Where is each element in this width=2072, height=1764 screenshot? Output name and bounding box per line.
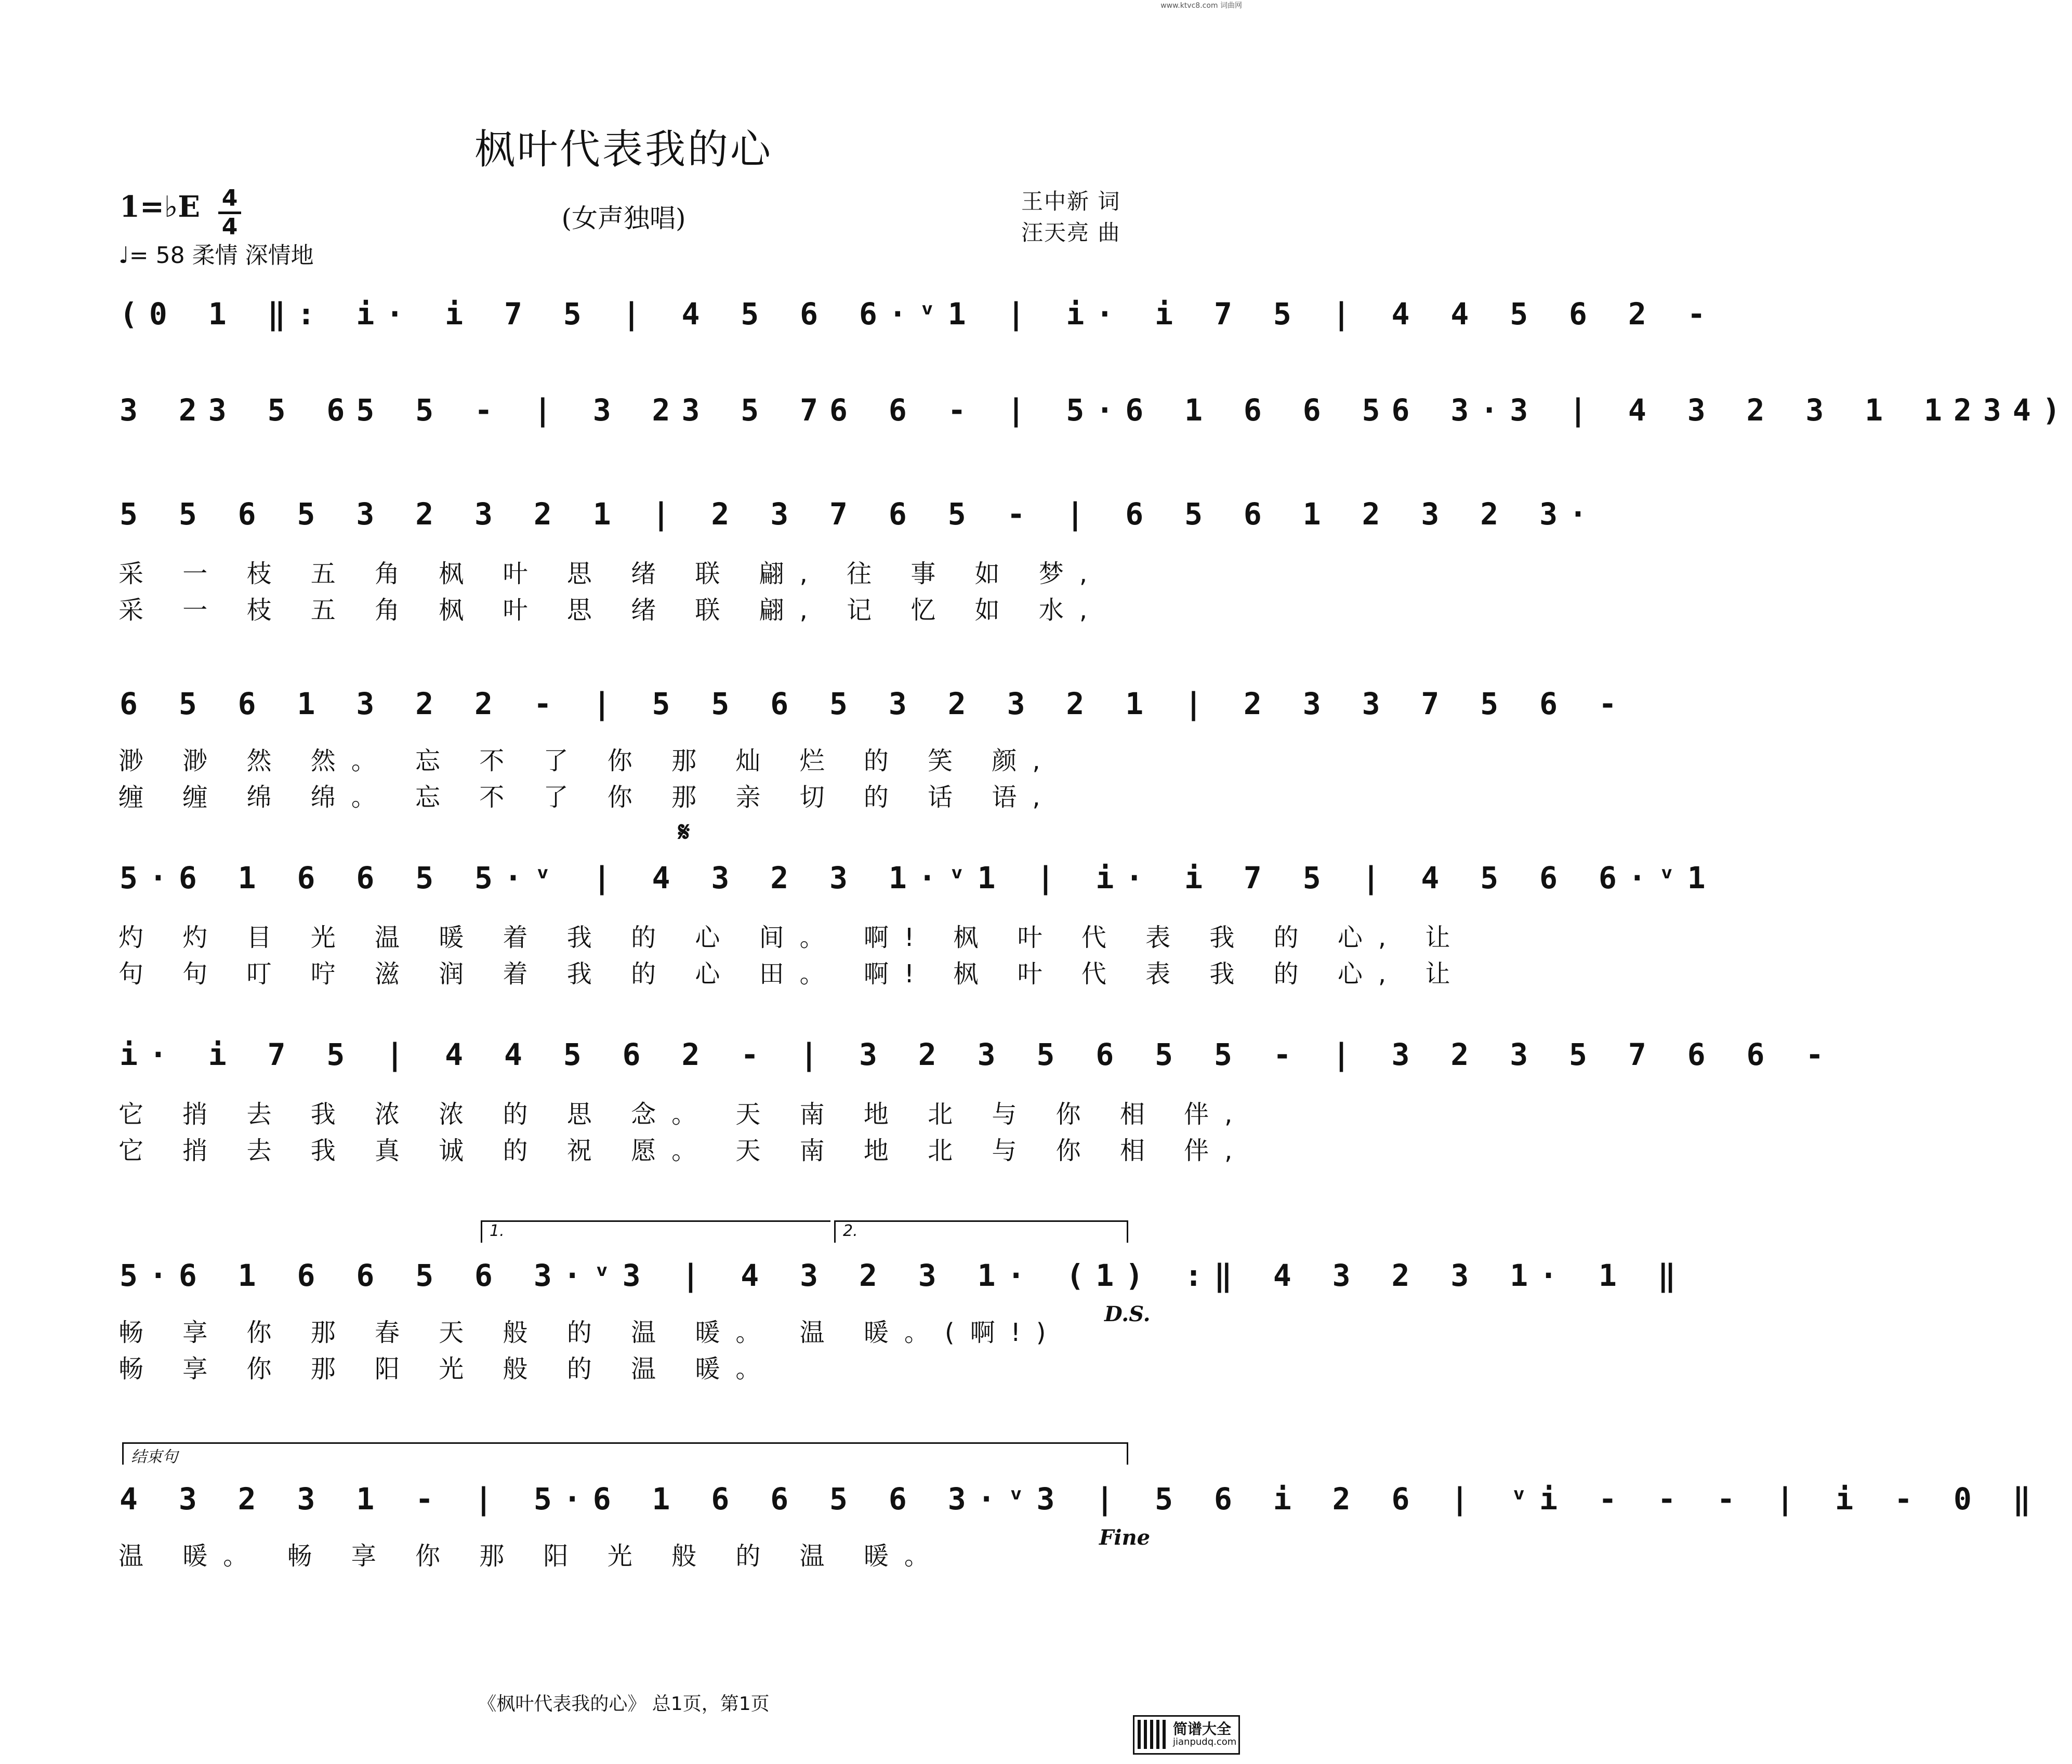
volta-1: [481, 1220, 830, 1243]
tempo-marking: ♩= 58 柔情 深情地: [118, 242, 314, 269]
lyric-line-8: 温 暖。 畅 享 你 那 阳 光 般 的 温 暖。: [118, 1542, 945, 1571]
page-footer: 《枫叶代表我的心》 总1页，第1页: [478, 1693, 770, 1715]
lyric-line-3a: 采 一 枝 五 角 枫 叶 思 绪 联 翩, 往 事 如 梦,: [118, 559, 1103, 588]
song-title: 枫叶代表我的心: [474, 126, 773, 173]
composer-credit: 汪天亮 曲: [1021, 220, 1121, 245]
coda-bracket: [122, 1442, 1128, 1465]
lyric-line-3b: 采 一 枝 五 角 枫 叶 思 绪 联 翩, 记 忆 如 水,: [118, 596, 1103, 625]
lyric-line-6b: 它 捎 去 我 真 诚 的 祝 愿。 天 南 地 北 与 你 相 伴,: [118, 1136, 1248, 1165]
coda-label: 结束句: [131, 1448, 178, 1466]
music-line-5: 5·6 1 6 6 5 5·ᵛ | 4 3 2 3 1·ᵛ1 | i· i 7 5 | 4 5 6 6·ᵛ1: [120, 860, 1717, 896]
volta-2-label: 2.: [843, 1222, 858, 1240]
lyric-line-7b: 畅 享 你 那 阳 光 般 的 温 暖。: [118, 1354, 776, 1384]
segno-icon: 𝄋: [678, 816, 690, 848]
key-signature: 1=♭E: [120, 190, 200, 224]
lyricist-credit: 王中新 词: [1021, 189, 1121, 214]
volta-2: [834, 1220, 1128, 1243]
meter-bottom: 4: [221, 214, 238, 240]
site-watermark: www.ktvc8.com 词曲网: [1160, 2, 1242, 10]
music-line-1: (0 1 ‖: i· i 7 5 | 4 5 6 6·ᵛ1 | i· i 7 5 | 4 4 5 6 2 -: [120, 296, 1717, 332]
ds-mark: D.S.: [1104, 1302, 1151, 1326]
lyric-line-5a: 灼 灼 目 光 温 暖 着 我 的 心 间。 啊! 枫 叶 代 表 我 的 心, 让: [118, 923, 1466, 952]
music-line-8: 4 3 2 3 1 - | 5·6 1 6 6 5 6 3·ᵛ3 | 5 6 i 2 6 | ᵛi - - - | i - 0 ‖: [120, 1481, 2042, 1517]
logo-name: 简谱大全: [1173, 1720, 1232, 1737]
music-line-6: i· i 7 5 | 4 4 5 6 2 - | 3 2 3 5 6 5 5 - | 3 2 3 5 7 6 6 -: [120, 1037, 1836, 1072]
lyric-line-5b: 句 句 叮 咛 滋 润 着 我 的 心 田。 啊! 枫 叶 代 表 我 的 心, 让: [118, 959, 1466, 989]
site-logo: [1133, 1715, 1240, 1755]
music-line-7: 5·6 1 6 6 5 6 3·ᵛ3 | 4 3 2 3 1· (1) :‖ 4 3 2 3 1· 1 ‖: [120, 1258, 1687, 1293]
lyric-line-4a: 渺 渺 然 然。 忘 不 了 你 那 灿 烂 的 笑 颜,: [118, 746, 1056, 775]
volta-1-label: 1.: [490, 1222, 505, 1240]
music-line-3: 5 5 6 5 3 2 3 2 1 | 2 3 7 6 5 - | 6 5 6 1 2 3 2 3·: [120, 496, 1599, 532]
meter-top: 4: [221, 185, 238, 212]
time-signature: [218, 187, 241, 239]
fine-mark: Fine: [1099, 1525, 1151, 1550]
music-line-4: 6 5 6 1 3 2 2 - | 5 5 6 5 3 2 3 2 1 | 2 3 3 7 5 6 -: [120, 686, 1628, 721]
lyric-line-7a: 畅 享 你 那 春 天 般 的 温 暖。 温 暖。(啊!): [118, 1318, 1062, 1347]
logo-url: jianpudq.com: [1173, 1736, 1237, 1747]
song-subtitle: (女声独唱): [561, 203, 686, 233]
lyric-line-4b: 缠 缠 绵 绵。 忘 不 了 你 那 亲 切 的 话 语,: [118, 783, 1056, 812]
piano-keys-icon: [1138, 1720, 1169, 1749]
music-line-2: 3 23 5 65 5 - | 3 23 5 76 6 - | 5·6 1 6 6 56 3·3 | 4 3 2 3 1 1234): [120, 392, 2072, 428]
lyric-line-6a: 它 捎 去 我 浓 浓 的 思 念。 天 南 地 北 与 你 相 伴,: [118, 1100, 1248, 1129]
